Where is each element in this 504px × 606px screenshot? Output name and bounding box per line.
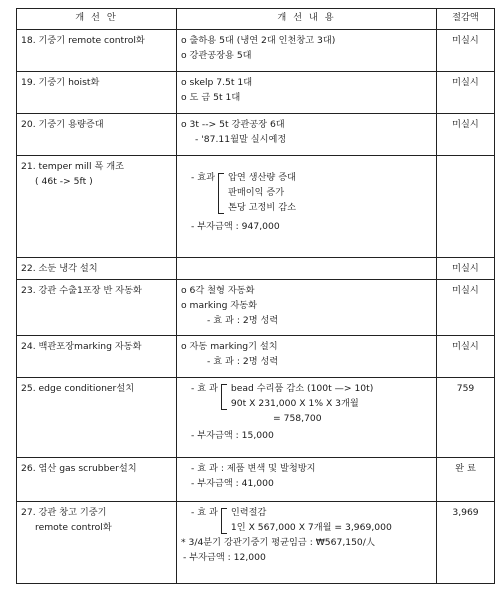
row-content: o 자동 marking기 설치 - 효 과 : 2명 성력 xyxy=(177,336,437,378)
header-savings-amount: 절감액 xyxy=(437,9,495,30)
row-item: 25. edge conditioner설치 xyxy=(17,378,177,458)
row-content: o 3t --> 5t 강관공장 6대 - '87.11월말 실시예정 xyxy=(177,114,437,156)
table-row-22 xyxy=(17,258,495,280)
brace-bracket xyxy=(221,508,227,534)
row-item: 21. temper mill 폭 개조 ( 46t -> 5ft ) xyxy=(17,156,177,258)
table-row-26 xyxy=(17,458,495,502)
effect-brace-group: - 효 과 bead 수리품 감소 (100t —> 10t) 90t X 231,000 X 1% X 3개월 xyxy=(191,383,374,409)
header-improvement-content: 개 선 내 용 xyxy=(177,9,437,30)
row-amount: 미실시 xyxy=(437,258,495,280)
row-amount xyxy=(437,156,495,258)
table-row-21 xyxy=(17,156,495,258)
row-amount: 3,969 xyxy=(437,502,495,584)
brace-bracket xyxy=(221,384,227,410)
table-row-25 xyxy=(17,378,495,458)
document-page xyxy=(16,8,494,602)
row-content: o 6각 철형 자동화 o marking 자동화 - 효 과 : 2명 성력 xyxy=(177,280,437,336)
row-amount: 미실시 xyxy=(437,114,495,156)
row-item: 22. 소둔 냉각 설치 xyxy=(17,258,177,280)
row-amount: 완 료 xyxy=(437,458,495,502)
row-item: 19. 기중기 hoist화 xyxy=(17,72,177,114)
row-amount: 759 xyxy=(437,378,495,458)
row-content: o skelp 7.5t 1대 o 도 금 5t 1대 xyxy=(177,72,437,114)
row-amount: 미실시 xyxy=(437,280,495,336)
table-row-23 xyxy=(17,280,495,336)
row-amount: 미실시 xyxy=(437,72,495,114)
row-content: - 효 과 : 제품 변색 및 발청방지 - 부자금액 : 41,000 xyxy=(177,458,437,502)
effect-brace-group: - 효과 압연 생산량 증대 판매이익 증가 톤당 고정비 감소 xyxy=(191,172,296,213)
table-header-row xyxy=(17,9,495,30)
row-content xyxy=(177,258,437,280)
table-row-20 xyxy=(17,114,495,156)
row-content: - 효 과 인력절감 1인 X 567,000 X 7개월 = 3,969,000 * 3/4분기 강관기중기 평균임금 : ₩567,150/人 - 부자금액 : 12,000 xyxy=(177,502,437,584)
header-improvement-plan: 개 선 안 xyxy=(17,9,177,30)
row-amount: 미실시 xyxy=(437,336,495,378)
row-item: 26. 염산 gas scrubber설치 xyxy=(17,458,177,502)
brace-bracket xyxy=(218,173,224,214)
improvement-table xyxy=(16,8,495,584)
row-content: o 출하용 5대 (냉연 2대 인천창고 3대) o 강관공장용 5대 xyxy=(177,30,437,72)
row-item: 18. 기중기 remote control화 xyxy=(17,30,177,72)
row-item: 23. 강관 수출1포장 반 자동화 xyxy=(17,280,177,336)
effect-brace-group: - 효 과 인력절감 1인 X 567,000 X 7개월 = 3,969,000 xyxy=(191,507,392,533)
table-row-18 xyxy=(17,30,495,72)
table-row-19 xyxy=(17,72,495,114)
row-item: 27. 강관 창고 기중기 remote control화 xyxy=(17,502,177,584)
row-item: 24. 백관포장marking 자동화 xyxy=(17,336,177,378)
table-row-24 xyxy=(17,336,495,378)
row-content: - 효 과 bead 수리품 감소 (100t —> 10t) 90t X 231,000 X 1% X 3개월 = 758,700 - 부자금액 : 15,000 xyxy=(177,378,437,458)
row-amount: 미실시 xyxy=(437,30,495,72)
row-content: - 효과 압연 생산량 증대 판매이익 증가 톤당 고정비 감소 - 부자금액 : 947,000 xyxy=(177,156,437,258)
row-item: 20. 기중기 용량증대 xyxy=(17,114,177,156)
table-row-27 xyxy=(17,502,495,584)
